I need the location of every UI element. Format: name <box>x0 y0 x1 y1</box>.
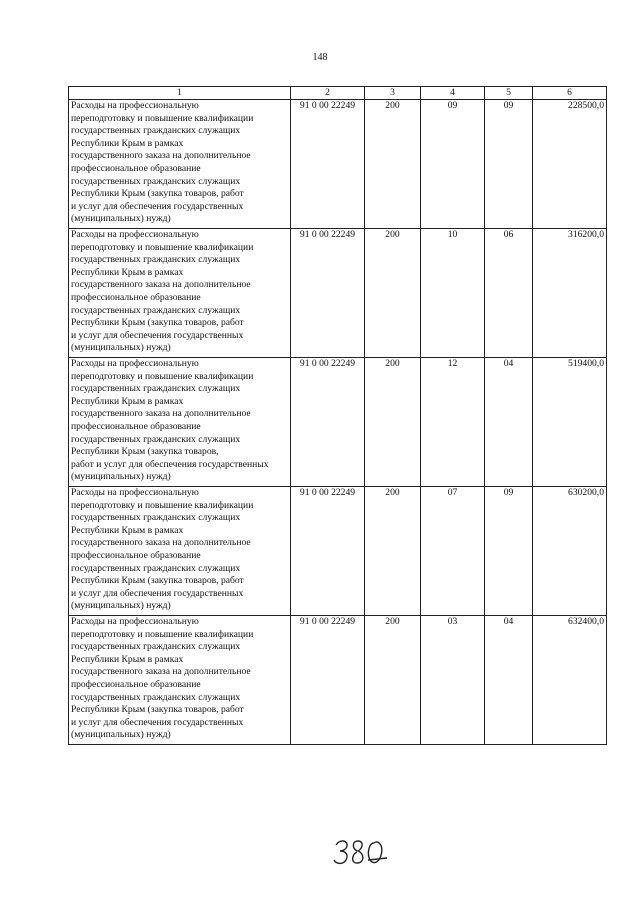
expense-name-line: Расходы на профессиональную <box>71 100 199 111</box>
expense-name-line: Республики Крым (закупка товаров, работ <box>71 704 244 716</box>
amount-cell: 519400,0 <box>533 358 607 487</box>
expense-name-line: (муниципальных) нужд) <box>71 729 171 741</box>
subsection-cell: 06 <box>485 229 533 358</box>
expense-name-line: (муниципальных) нужд) <box>71 213 171 225</box>
subsection-cell: 04 <box>485 616 533 745</box>
expense-name-line: государственного заказа на дополнительное <box>71 150 251 162</box>
expense-name-line: Расходы на профессиональную <box>71 229 199 240</box>
expense-type-cell: 200 <box>365 616 421 745</box>
expense-name-line: переподготовку и повышение квалификации <box>71 370 254 382</box>
section-cell: 10 <box>421 229 485 358</box>
budget-table <box>68 86 607 745</box>
table-row <box>69 229 607 358</box>
expense-name-line: государственных гражданских служащих <box>71 304 241 316</box>
expense-name-line: Республики Крым в рамках <box>71 266 184 278</box>
expense-type-cell: 200 <box>365 358 421 487</box>
expense-name-line: государственных гражданских служащих <box>71 383 241 395</box>
expense-name-line: работ и услуг для обеспечения государственных <box>71 458 269 470</box>
expense-name-line: государственного заказа на дополнительное <box>71 537 251 549</box>
expense-name-cell <box>69 487 291 616</box>
expense-name-line: Республики Крым (закупка товаров, <box>71 446 219 458</box>
table-row <box>69 487 607 616</box>
expense-name-line: Республики Крым (закупка товаров, работ <box>71 575 244 587</box>
expense-name-line: Республики Крым в рамках <box>71 653 184 665</box>
amount-cell: 632400,0 <box>533 616 607 745</box>
expense-name-line: Республики Крым (закупка товаров, работ <box>71 317 244 329</box>
expense-name-line: государственных гражданских служащих <box>71 691 241 703</box>
column-header-6: 6 <box>533 87 607 100</box>
expense-name-line: и услуг для обеспечения государственных <box>71 329 244 341</box>
subsection-cell: 09 <box>485 487 533 616</box>
section-cell: 03 <box>421 616 485 745</box>
column-header-3: 3 <box>365 87 421 100</box>
expense-name-line: и услуг для обеспечения государственных <box>71 587 244 599</box>
subsection-cell: 04 <box>485 358 533 487</box>
expense-name-line: Республики Крым (закупка товаров, работ <box>71 188 244 200</box>
table-row <box>69 100 607 229</box>
subsection-cell: 09 <box>485 100 533 229</box>
expense-name-cell <box>69 358 291 487</box>
expense-name-line: профессиональное образование <box>71 549 201 561</box>
target-article-code-cell: 91 0 00 22249 <box>291 229 365 358</box>
expense-name-line: государственных гражданских служащих <box>71 562 241 574</box>
expense-name-line: государственного заказа на дополнительное <box>71 408 251 420</box>
target-article-code-cell: 91 0 00 22249 <box>291 616 365 745</box>
section-cell: 07 <box>421 487 485 616</box>
expense-name-line: Республики Крым в рамках <box>71 524 184 536</box>
table-row <box>69 358 607 487</box>
expense-name-line: (муниципальных) нужд) <box>71 342 171 354</box>
expense-name-cell <box>69 229 291 358</box>
expense-name-cell <box>69 616 291 745</box>
expense-name-line: переподготовку и повышение квалификации <box>71 241 254 253</box>
expense-type-cell: 200 <box>365 229 421 358</box>
section-cell: 12 <box>421 358 485 487</box>
expense-name-line: переподготовку и повышение квалификации <box>71 499 254 511</box>
page-number: 148 <box>312 52 328 63</box>
column-header-4: 4 <box>421 87 485 100</box>
expense-type-cell: 200 <box>365 487 421 616</box>
expense-name-line: Республики Крым в рамках <box>71 395 184 407</box>
expense-name-line: государственных гражданских служащих <box>71 512 241 524</box>
expense-name-line: профессиональное образование <box>71 420 201 432</box>
expense-name-line: (муниципальных) нужд) <box>71 600 171 612</box>
expense-name-line: Расходы на профессиональную <box>71 487 199 498</box>
column-header-2: 2 <box>291 87 365 100</box>
expense-type-cell: 200 <box>365 100 421 229</box>
expense-name-line: профессиональное образование <box>71 291 201 303</box>
amount-cell: 316200,0 <box>533 229 607 358</box>
target-article-code-cell: 91 0 00 22249 <box>291 487 365 616</box>
column-header-5: 5 <box>485 87 533 100</box>
amount-cell: 630200,0 <box>533 487 607 616</box>
table-body <box>69 100 607 745</box>
amount-cell: 228500,0 <box>533 100 607 229</box>
expense-name-line: государственных гражданских служащих <box>71 433 241 445</box>
expense-name-line: и услуг для обеспечения государственных <box>71 716 244 728</box>
expense-name-cell <box>69 100 291 229</box>
table-header-row <box>69 87 607 100</box>
expense-name-line: государственного заказа на дополнительное <box>71 666 251 678</box>
table-row <box>69 616 607 745</box>
expense-name-line: Расходы на профессиональную <box>71 616 199 627</box>
column-header-1: 1 <box>69 87 291 100</box>
expense-name-line: переподготовку и повышение квалификации <box>71 112 254 124</box>
expense-name-line: переподготовку и повышение квалификации <box>71 628 254 640</box>
target-article-code-cell: 91 0 00 22249 <box>291 358 365 487</box>
expense-name-line: государственных гражданских служащих <box>71 125 241 137</box>
expense-name-line: государственного заказа на дополнительное <box>71 279 251 291</box>
expense-name-line: профессиональное образование <box>71 678 201 690</box>
handwritten-page-mark <box>330 836 390 866</box>
expense-name-line: и услуг для обеспечения государственных <box>71 200 244 212</box>
expense-name-line: Республики Крым в рамках <box>71 137 184 149</box>
expense-name-line: государственных гражданских служащих <box>71 175 241 187</box>
expense-name-line: государственных гражданских служащих <box>71 641 241 653</box>
expense-name-line: профессиональное образование <box>71 162 201 174</box>
expense-name-line: (муниципальных) нужд) <box>71 471 171 483</box>
expense-name-line: государственных гражданских служащих <box>71 254 241 266</box>
expense-name-line: Расходы на профессиональную <box>71 358 199 369</box>
section-cell: 09 <box>421 100 485 229</box>
target-article-code-cell: 91 0 00 22249 <box>291 100 365 229</box>
